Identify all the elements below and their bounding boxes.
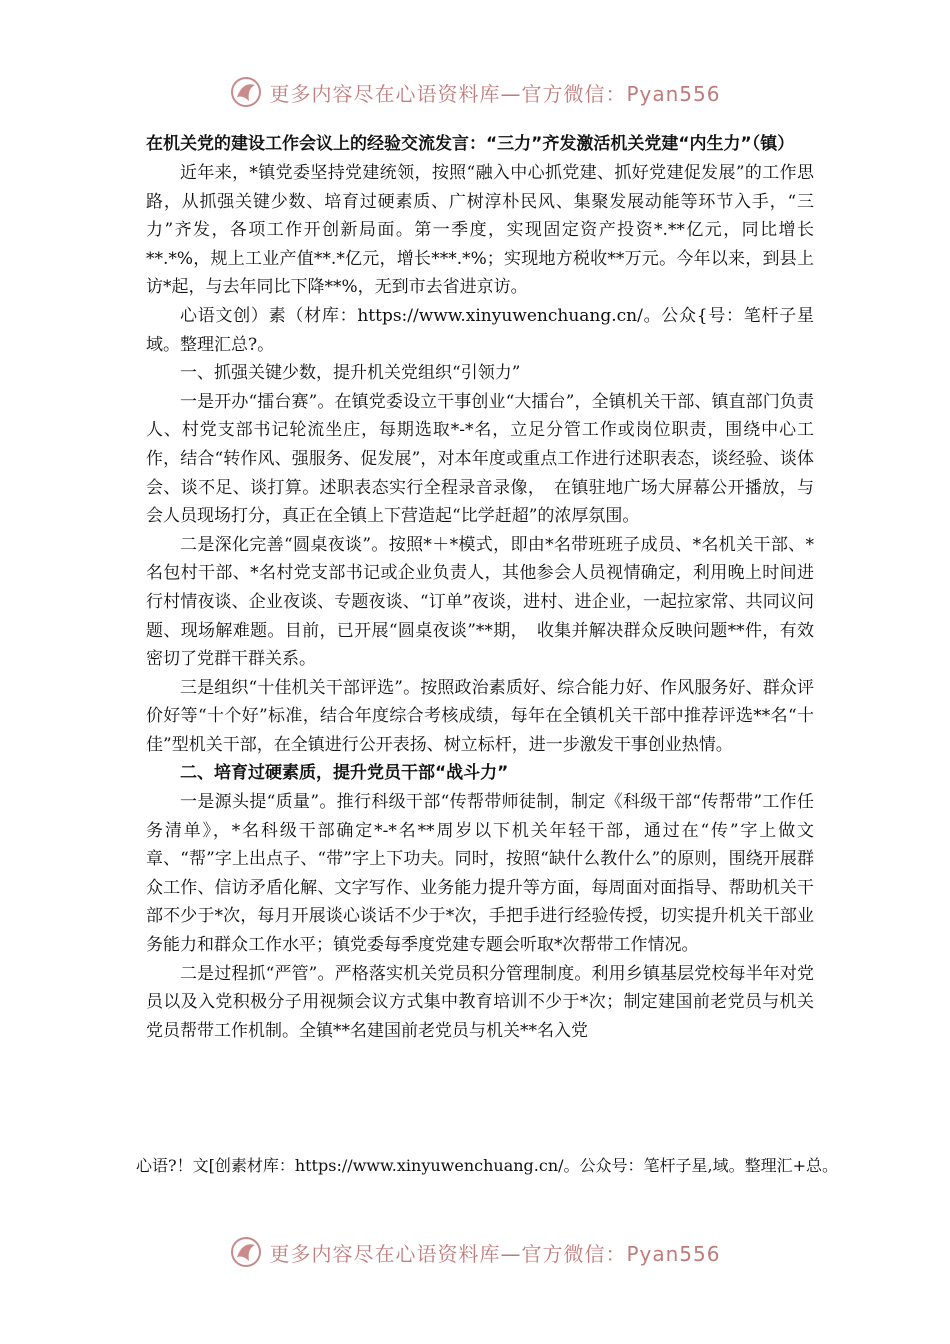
paragraph: 心语文创）素（材库：https://www.xinyuwenchuang.cn/。公众{号：笔杆子星域。整理汇总?。 bbox=[146, 305, 814, 355]
logo-icon bbox=[229, 1235, 263, 1269]
document-body bbox=[146, 130, 814, 1045]
paragraph: 一、抓强关键少数，提升机关党组织“引领力” bbox=[180, 363, 521, 384]
footer-note: 心语?！文[创素材库：https://www.xinyuwenchuang.cn/。公众号：笔杆子星,域。整理汇+总。 bbox=[136, 1156, 839, 1175]
paragraph: 近年来，*镇党委坚持党建统领，按照“融入中心抓党建、抓好党建促发展”的工作思路，从抓强关键少数、培育过硬素质、广树淳朴民风、集聚发展动能等环节入手，“三力”齐发，各项工作开创新局面。第一季度，实现固定资产投资*.**亿元，同比增长**.*%，规上工业产值**.*亿元，增长***.*%；实现地方税收**万元。今年以来，到县上访*起，与去年同比下降**%，无到市去省进京访。 bbox=[146, 163, 814, 298]
banner-text: 更多内容尽在心语资料库—官方微信：Pyan556 bbox=[269, 81, 721, 106]
paragraph: 二是深化完善“圆桌夜谈”。按照*＋*模式，即由*名带班班子成员、*名机关干部、*名包村干部、*名村党支部书记或企业负责人，其他参会人员视情确定，利用晚上时间进行村情夜谈、企业夜谈、专题夜谈、“订单”夜谈，进村、进企业，一起拉家常、共同议问题、现场解难题。目前，已开展“圆桌夜谈”**期， 收集并解决群众反映问题**件，有效密切了党群干群关系。 bbox=[146, 534, 814, 670]
paragraph: 二是过程抓“严管”。严格落实机关党员积分管理制度。利用乡镇基层党校每半年对党员以及入党积极分子用视频会议方式集中教育培训不少于*次；制定建国前老党员与机关党员帮带工作机制。全镇**名建国前老党员与机关**名入党 bbox=[146, 963, 814, 1041]
logo-icon bbox=[229, 75, 263, 109]
paragraph: 一是源头提“质量”。推行科级干部“传帮带师徒制，制定《科级干部“传帮带”工作任务清单》，*名科级干部确定*-*名**周岁以下机关年轻干部，通过在“传”字上做文章、“帮”字上出点子、“带”字上下功夫。同时，按照“缺什么教什么”的原则，围绕开展群众工作、信访矛盾化解、文字写作、业务能力提升等方面，每周面对面指导、帮助机关干部不少于*次，每月开展谈心谈话不少于*次，手把手进行经验传授，切实提升机关干部业务能力和群众工作水平；镇党委每季度党建专题会听取*次帮带工作情况。 bbox=[146, 792, 814, 956]
paragraph: 三是组织“十佳机关干部评选”。按照政治素质好、综合能力好、作风服务好、群众评价好等“十个好”标准，结合年度综合考核成绩，每年在全镇机关干部中推荐评选**名“十佳”型机关干部，在全镇进行公开表扬、树立标杆，进一步激发干事创业热情。 bbox=[146, 677, 814, 755]
paragraph: 二、培育过硬素质，提升党员干部“战斗力” bbox=[180, 763, 509, 784]
document-title: 在机关党的建设工作会议上的经验交流发言：“三力”齐发激活机关党建“内生力”（镇） bbox=[146, 134, 795, 154]
banner-text: 更多内容尽在心语资料库—官方微信：Pyan556 bbox=[269, 1241, 721, 1266]
paragraph-list bbox=[146, 159, 814, 1045]
paragraph: 一是开办“擂台赛”。在镇党委设立干事创业“大擂台”，全镇机关干部、镇直部门负责人、村党支部书记轮流坐庄，每期选取*-*名，立足分管工作或岗位职责，围绕中心工作，结合“转作风、强服务、促发展”，对本年度或重点工作进行述职表态，谈经验、谈体会、谈不足、谈打算。述职表态实行全程录音录像， 在镇驻地广场大屏幕公开播放，与会人员现场打分，真正在全镇上下营造起“比学赶超”的浓厚氛围。 bbox=[146, 391, 814, 527]
footer-banner bbox=[0, 1230, 950, 1274]
header-banner bbox=[0, 70, 950, 114]
